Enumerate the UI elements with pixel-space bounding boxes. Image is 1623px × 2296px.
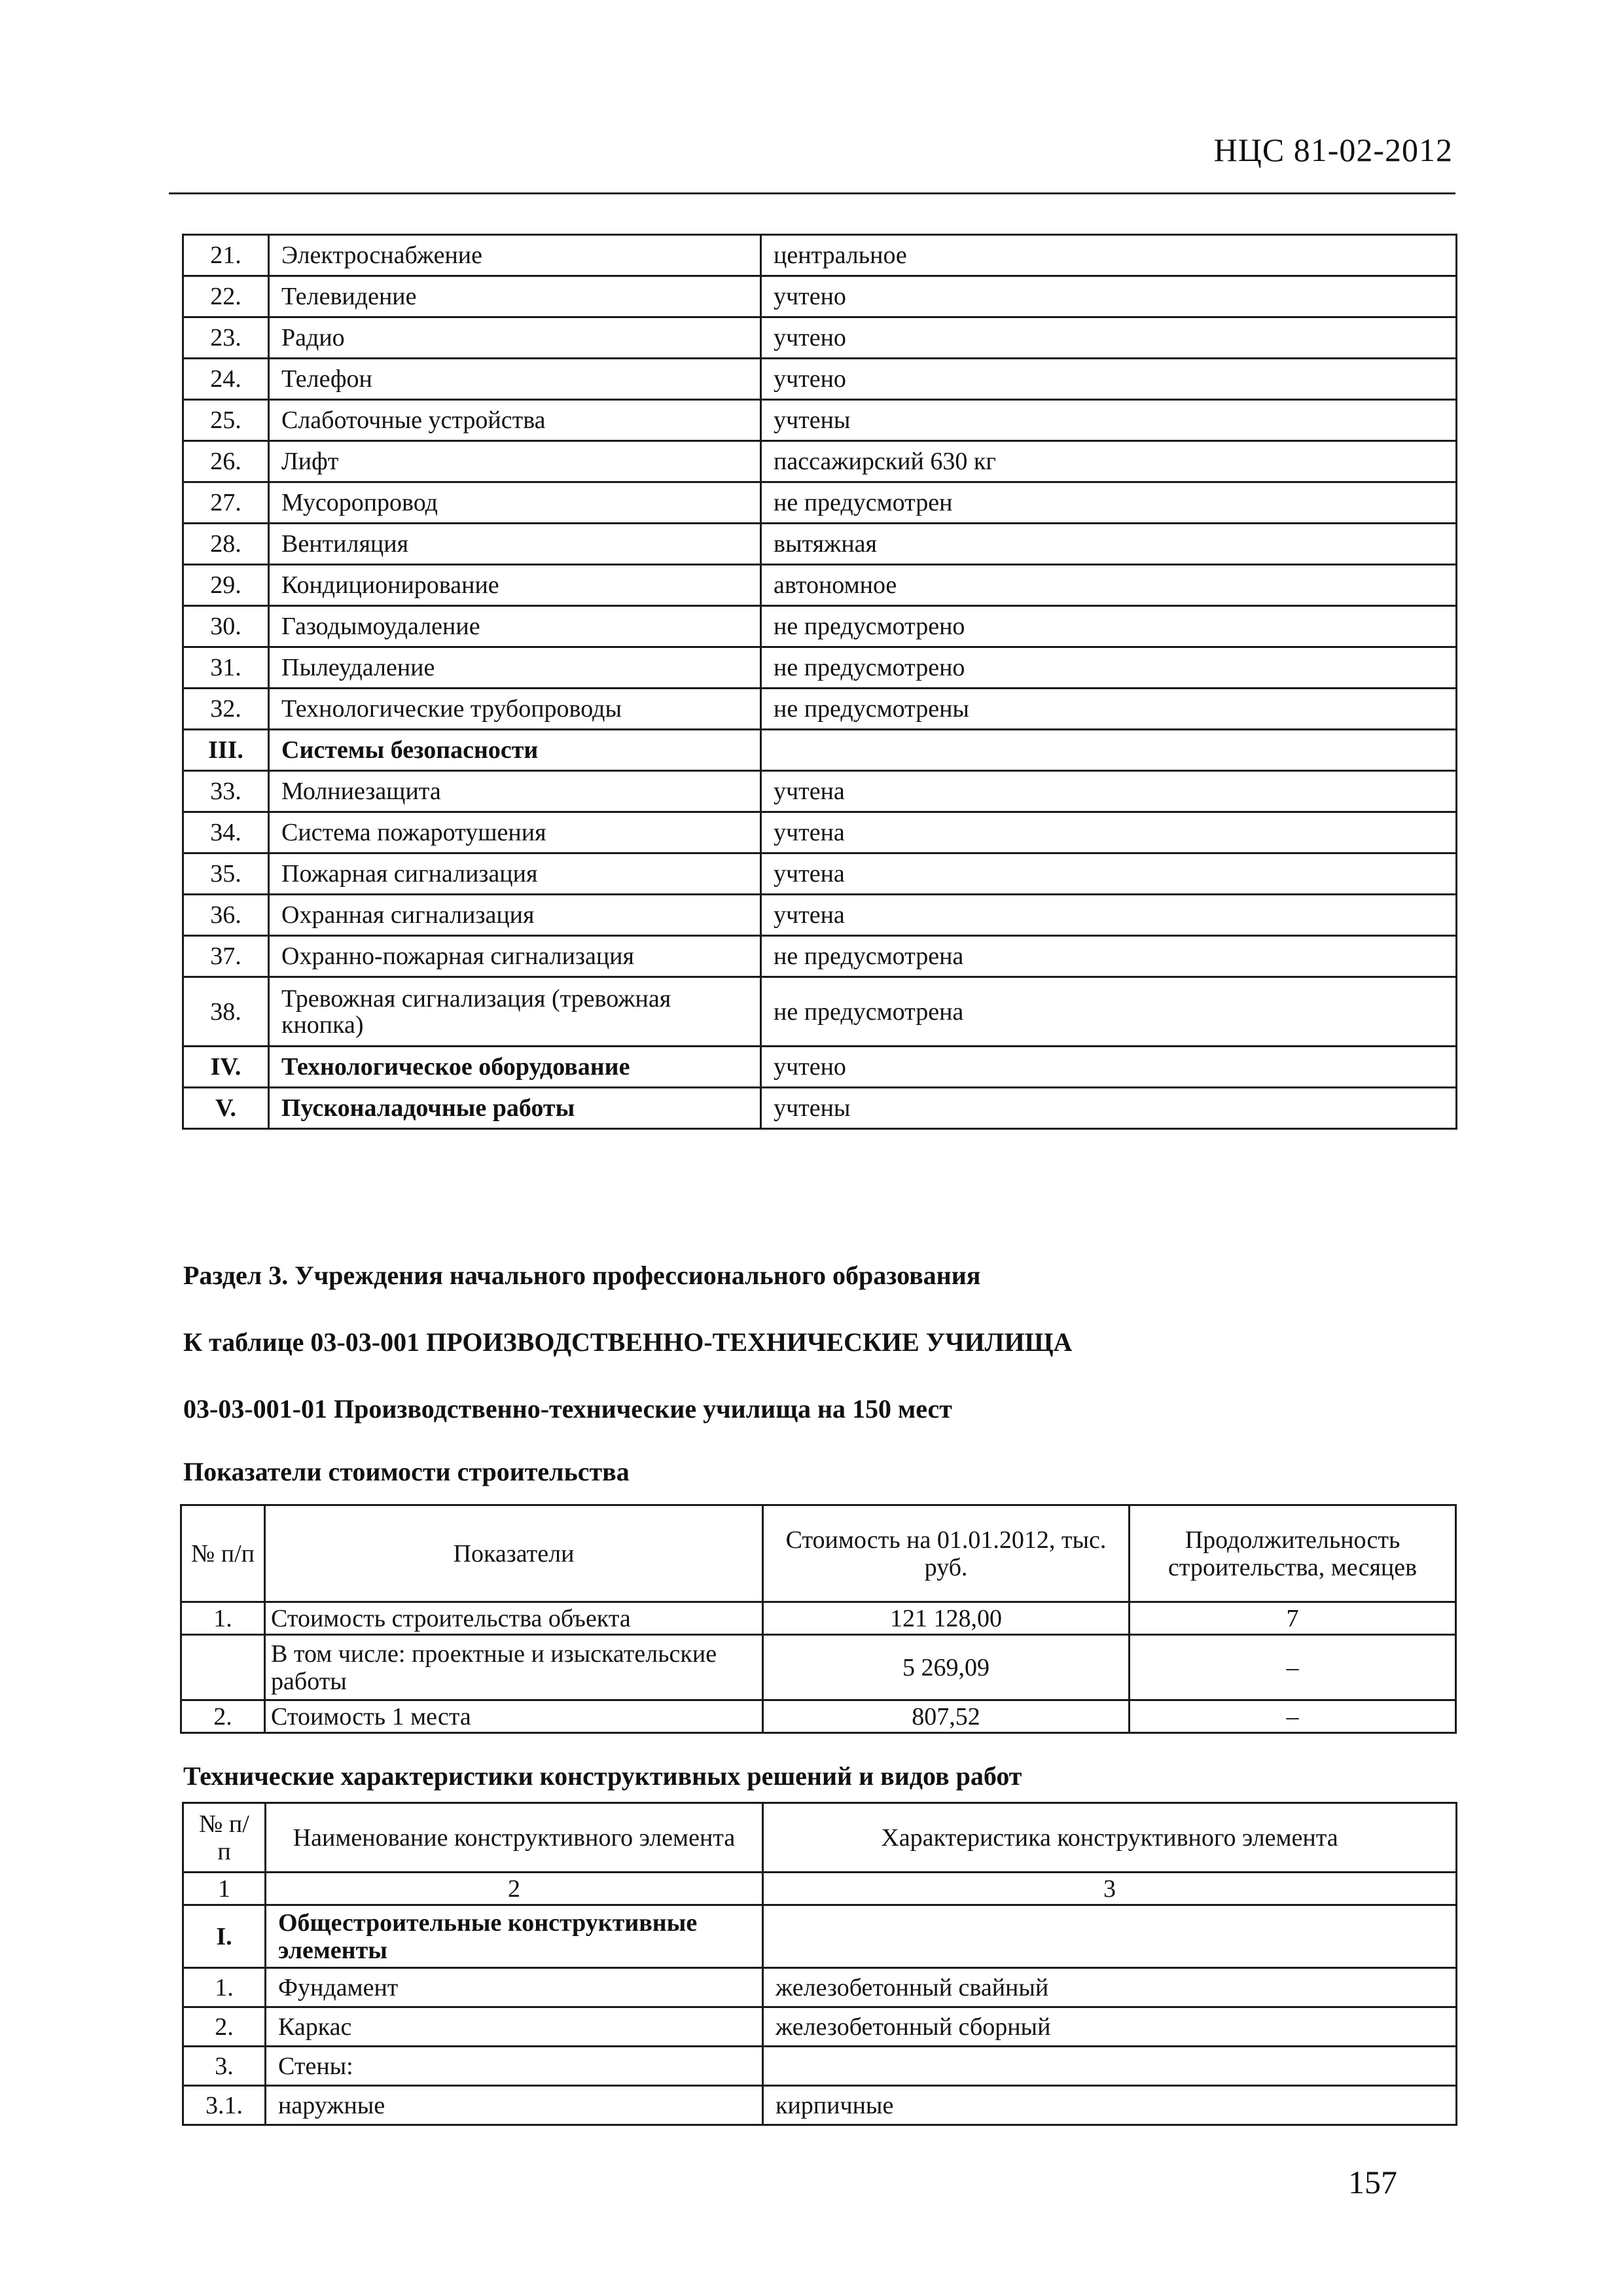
row-value: вытяжная — [761, 524, 1457, 565]
header-characteristic: Характеристика конструктивного элемента — [763, 1803, 1457, 1873]
row-value: учтена — [761, 771, 1457, 812]
row-element: наружные — [266, 2086, 763, 2125]
cost-row-cost: 807,52 — [763, 1700, 1130, 1733]
row-name: Мусоропровод — [269, 482, 761, 524]
table-row — [183, 730, 1457, 771]
row-name: Газодымоудаление — [269, 606, 761, 647]
row-number: 29. — [183, 565, 269, 606]
row-number: 27. — [183, 482, 269, 524]
row-name: Вентиляция — [269, 524, 761, 565]
table-row — [183, 359, 1457, 400]
header-num: № п/п — [183, 1803, 266, 1873]
row-value: учтена — [761, 853, 1457, 895]
row-value: учтено — [761, 276, 1457, 317]
row-value: учтено — [761, 1047, 1457, 1088]
row-characteristic: кирпичные — [763, 2086, 1457, 2125]
row-element: Стены: — [266, 2047, 763, 2086]
row-value: учтено — [761, 359, 1457, 400]
row-number: 3. — [183, 2047, 266, 2086]
row-value: не предусмотрен — [761, 482, 1457, 524]
row-value: центральное — [761, 235, 1457, 276]
row-name: Телефон — [269, 359, 761, 400]
table-row — [183, 400, 1457, 441]
row-number: V. — [183, 1088, 269, 1129]
row-value: учтены — [761, 400, 1457, 441]
row-number: 23. — [183, 317, 269, 359]
row-number: 38. — [183, 977, 269, 1047]
row-name: Слаботочные устройства — [269, 400, 761, 441]
table-row — [183, 2007, 1457, 2047]
table-row — [183, 441, 1457, 482]
row-element: Каркас — [266, 2007, 763, 2047]
table-row — [183, 647, 1457, 689]
row-name: Пылеудаление — [269, 647, 761, 689]
row-name: Электроснабжение — [269, 235, 761, 276]
table-row — [183, 936, 1457, 977]
cost-row-indicator: В том числе: проектные и изыскательские работы — [265, 1635, 763, 1700]
row-number: III. — [183, 730, 269, 771]
row-number: 31. — [183, 647, 269, 689]
row-name: Пожарная сигнализация — [269, 853, 761, 895]
cost-row-num: 2. — [181, 1700, 265, 1733]
header-rule — [169, 192, 1455, 194]
row-element: Общестроительные конструктивные элементы — [266, 1905, 763, 1968]
table-row — [183, 276, 1457, 317]
tech-heading: Технические характеристики конструктивных решений и видов работ — [183, 1761, 1022, 1791]
row-number: 26. — [183, 441, 269, 482]
table-row — [183, 895, 1457, 936]
table-row — [183, 317, 1457, 359]
row-name: Технологическое оборудование — [269, 1047, 761, 1088]
table-row — [183, 977, 1457, 1047]
row-value: учтена — [761, 812, 1457, 853]
cost-row-num: 1. — [181, 1602, 265, 1635]
row-number: 34. — [183, 812, 269, 853]
table-row — [183, 482, 1457, 524]
table-row — [183, 1047, 1457, 1088]
table-row — [183, 2047, 1457, 2086]
cost-row-duration: – — [1130, 1700, 1456, 1733]
row-value: учтена — [761, 895, 1457, 936]
table-row — [183, 235, 1457, 276]
cost-indicators-table — [180, 1504, 1457, 1734]
table-row — [183, 565, 1457, 606]
cost-row-cost: 5 269,09 — [763, 1635, 1130, 1700]
header-num: № п/п — [181, 1505, 265, 1602]
table-row — [183, 1905, 1457, 1968]
column-number: 3 — [763, 1873, 1457, 1905]
table-row — [183, 771, 1457, 812]
row-name: Тревожная сигнализация (тревожная кнопка) — [269, 977, 761, 1047]
row-name: Молниезащита — [269, 771, 761, 812]
row-number: 37. — [183, 936, 269, 977]
table-row — [183, 2086, 1457, 2125]
cost-row-duration: 7 — [1130, 1602, 1456, 1635]
table-row — [183, 689, 1457, 730]
row-name: Телевидение — [269, 276, 761, 317]
row-number: 2. — [183, 2007, 266, 2047]
row-value: не предусмотрена — [761, 936, 1457, 977]
row-name: Охранная сигнализация — [269, 895, 761, 936]
row-number: 3.1. — [183, 2086, 266, 2125]
section-title: Раздел 3. Учреждения начального профессионального образования — [183, 1261, 981, 1290]
item-title: 03-03-001-01 Производственно-технические училища на 150 мест — [183, 1394, 952, 1424]
column-number: 1 — [183, 1873, 266, 1905]
row-value: не предусмотрена — [761, 977, 1457, 1047]
table-row — [183, 1968, 1457, 2007]
row-value: не предусмотрены — [761, 689, 1457, 730]
row-number: 24. — [183, 359, 269, 400]
cost-row-cost: 121 128,00 — [763, 1602, 1130, 1635]
page-number: 157 — [1348, 2164, 1397, 2200]
row-name: Система пожаротушения — [269, 812, 761, 853]
row-name: Кондиционирование — [269, 565, 761, 606]
row-name: Охранно-пожарная сигнализация — [269, 936, 761, 977]
table-row — [183, 812, 1457, 853]
row-number: IV. — [183, 1047, 269, 1088]
row-value: учтено — [761, 317, 1457, 359]
row-number: 22. — [183, 276, 269, 317]
row-value: не предусмотрено — [761, 606, 1457, 647]
row-characteristic — [763, 2047, 1457, 2086]
row-element: Фундамент — [266, 1968, 763, 2007]
row-value: учтены — [761, 1088, 1457, 1129]
header-duration: Продолжительность строительства, месяцев — [1130, 1505, 1456, 1602]
row-value: автономное — [761, 565, 1457, 606]
table-reference: К таблице 03-03-001 ПРОИЗВОДСТВЕННО-ТЕХНИЧЕСКИЕ УЧИЛИЩА — [183, 1327, 1073, 1357]
cost-row-duration: – — [1130, 1635, 1456, 1700]
row-value: не предусмотрено — [761, 647, 1457, 689]
row-number: 35. — [183, 853, 269, 895]
row-characteristic: железобетонный сборный — [763, 2007, 1457, 2047]
cost-row-indicator: Стоимость строительства объекта — [265, 1602, 763, 1635]
row-number: 33. — [183, 771, 269, 812]
row-number: 21. — [183, 235, 269, 276]
row-number: 1. — [183, 1968, 266, 2007]
row-number: 28. — [183, 524, 269, 565]
table-row — [183, 853, 1457, 895]
row-number: 30. — [183, 606, 269, 647]
row-value — [761, 730, 1457, 771]
header-indicator: Показатели — [265, 1505, 763, 1602]
header-cost: Стоимость на 01.01.2012, тыс. руб. — [763, 1505, 1130, 1602]
row-name: Системы безопасности — [269, 730, 761, 771]
row-characteristic: железобетонный свайный — [763, 1968, 1457, 2007]
cost-row-num — [181, 1635, 265, 1700]
cost-row-indicator: Стоимость 1 места — [265, 1700, 763, 1733]
row-number: 25. — [183, 400, 269, 441]
cost-heading: Показатели стоимости строительства — [183, 1457, 630, 1486]
row-name: Радио — [269, 317, 761, 359]
row-name: Лифт — [269, 441, 761, 482]
row-number: I. — [183, 1905, 266, 1968]
engineering-systems-table — [182, 234, 1457, 1130]
table-row — [183, 1088, 1457, 1129]
row-name: Технологические трубопроводы — [269, 689, 761, 730]
column-number: 2 — [266, 1873, 763, 1905]
table-row — [183, 606, 1457, 647]
technical-characteristics-table — [182, 1802, 1457, 2126]
document-code: НЦС 81-02-2012 — [1213, 132, 1453, 168]
row-name: Пусконаладочные работы — [269, 1088, 761, 1129]
row-number: 32. — [183, 689, 269, 730]
table-row — [183, 524, 1457, 565]
row-characteristic — [763, 1905, 1457, 1968]
row-value: пассажирский 630 кг — [761, 441, 1457, 482]
header-element: Наименование конструктивного элемента — [266, 1803, 763, 1873]
row-number: 36. — [183, 895, 269, 936]
